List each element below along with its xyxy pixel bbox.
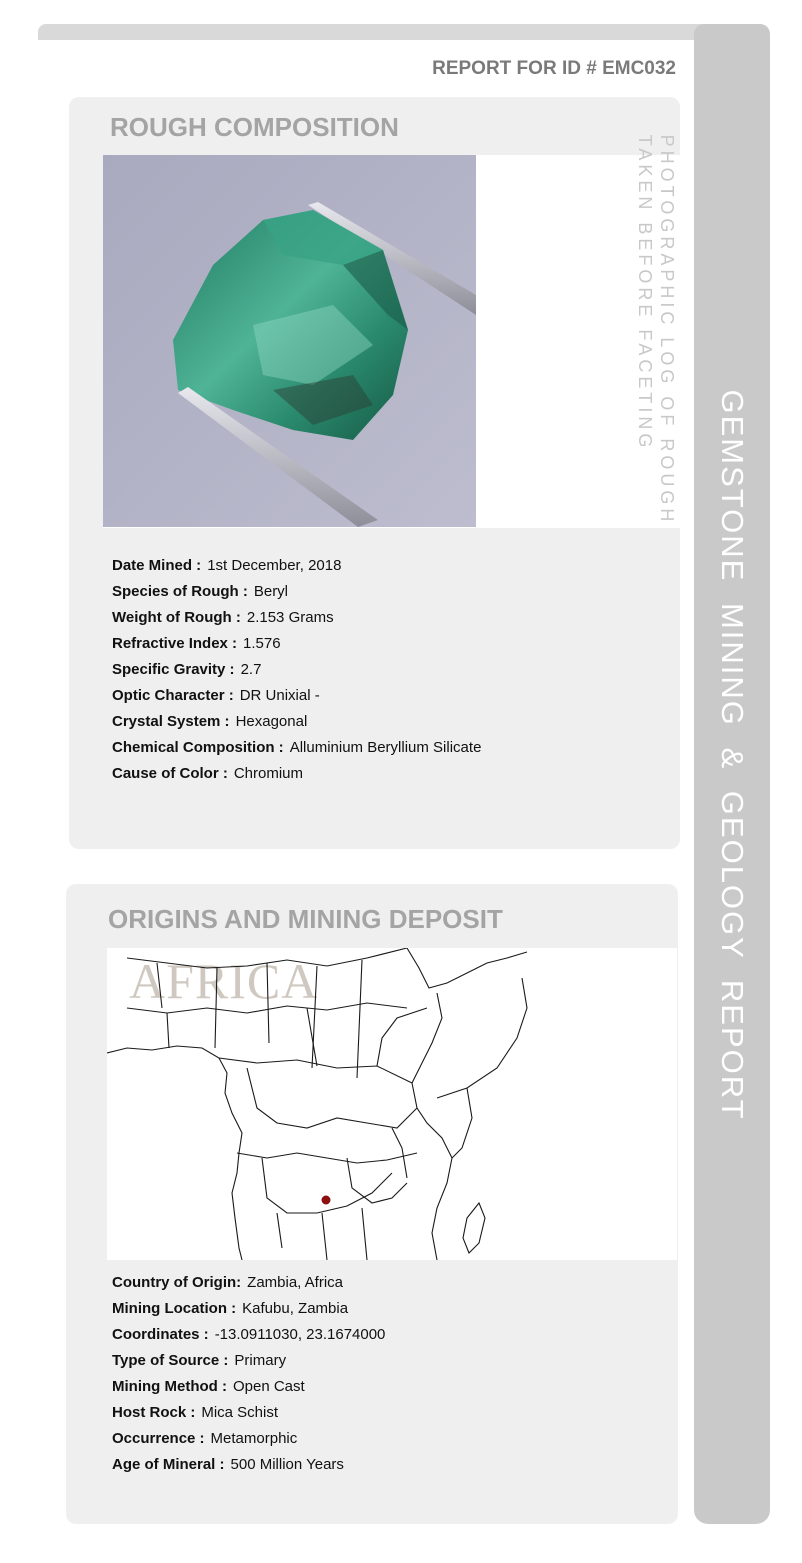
photo-caption-line-2: TAKEN BEFORE FACETING: [635, 134, 655, 452]
detail-label: Type of Source :: [112, 1352, 229, 1369]
photo-caption: [634, 135, 678, 526]
detail-label: Refractive Index :: [112, 635, 238, 652]
map-watermark: AFRICA: [129, 953, 319, 1009]
detail-label: Cause of Color :: [112, 765, 228, 782]
emerald-rough-image: [103, 155, 476, 527]
detail-label: Age of Mineral :: [112, 1456, 225, 1473]
detail-label: Crystal System :: [112, 713, 230, 730]
detail-value: DR Unixial -: [239, 687, 320, 704]
photo-box: [103, 155, 680, 528]
detail-value: Alluminium Beryllium Silicate: [289, 739, 482, 756]
rough-composition-title: ROUGH COMPOSITION: [110, 112, 399, 142]
detail-value: Zambia, Africa: [247, 1274, 344, 1291]
detail-row: [112, 1374, 385, 1400]
detail-row: [112, 683, 481, 709]
detail-value: 2.7: [240, 661, 262, 678]
detail-row: [112, 735, 481, 761]
report-id: REPORT FOR ID # EMC032: [432, 58, 676, 79]
detail-label: Occurrence :: [112, 1430, 205, 1447]
africa-map: [107, 948, 677, 1260]
origins-title: ORIGINS AND MINING DEPOSIT: [108, 904, 503, 934]
detail-label: Specific Gravity :: [112, 661, 235, 678]
detail-row: [112, 605, 481, 631]
detail-value: Hexagonal: [235, 713, 308, 730]
detail-value: Beryl: [253, 583, 289, 600]
detail-label: Chemical Composition :: [112, 739, 284, 756]
detail-row: [112, 1400, 385, 1426]
top-bar: [38, 24, 738, 40]
detail-row: [112, 1270, 385, 1296]
detail-label: Country of Origin:: [112, 1274, 242, 1291]
detail-label: Coordinates :: [112, 1326, 209, 1343]
detail-row: [112, 631, 481, 657]
rough-details: [112, 553, 481, 787]
detail-label: Mining Method :: [112, 1378, 227, 1395]
detail-value: 500 Million Years: [230, 1456, 344, 1473]
detail-label: Weight of Rough :: [112, 609, 241, 626]
detail-row: [112, 709, 481, 735]
detail-label: Host Rock :: [112, 1404, 196, 1421]
detail-row: [112, 761, 481, 787]
detail-value: -13.0911030, 23.1674000: [214, 1326, 386, 1343]
detail-value: Open Cast: [232, 1378, 305, 1395]
detail-row: [112, 1348, 385, 1374]
detail-value: Chromium: [233, 765, 304, 782]
detail-row: [112, 1452, 385, 1478]
detail-label: Optic Character :: [112, 687, 234, 704]
detail-row: [112, 553, 481, 579]
detail-value: Kafubu, Zambia: [242, 1300, 349, 1317]
detail-value: 1.576: [243, 635, 281, 652]
detail-value: Metamorphic: [210, 1430, 298, 1447]
detail-label: Date Mined :: [112, 557, 202, 574]
detail-row: [112, 657, 481, 683]
origin-details: [112, 1270, 385, 1478]
gemstone-photo: [103, 155, 476, 527]
location-dot-icon: [322, 1196, 331, 1205]
detail-label: Species of Rough :: [112, 583, 248, 600]
map-outline: [107, 948, 677, 1260]
detail-value: 2.153 Grams: [246, 609, 334, 626]
photo-caption-line-1: PHOTOGRAPHIC LOG OF ROUGH: [657, 134, 677, 526]
detail-value: Mica Schist: [201, 1404, 279, 1421]
side-title: GEMSTONE MINING & GEOLOGY REPORT: [715, 389, 750, 1121]
detail-row: [112, 1426, 385, 1452]
detail-value: 1st December, 2018: [207, 557, 342, 574]
detail-label: Mining Location :: [112, 1300, 237, 1317]
detail-row: [112, 1296, 385, 1322]
detail-row: [112, 579, 481, 605]
detail-value: Primary: [234, 1352, 287, 1369]
detail-row: [112, 1322, 385, 1348]
